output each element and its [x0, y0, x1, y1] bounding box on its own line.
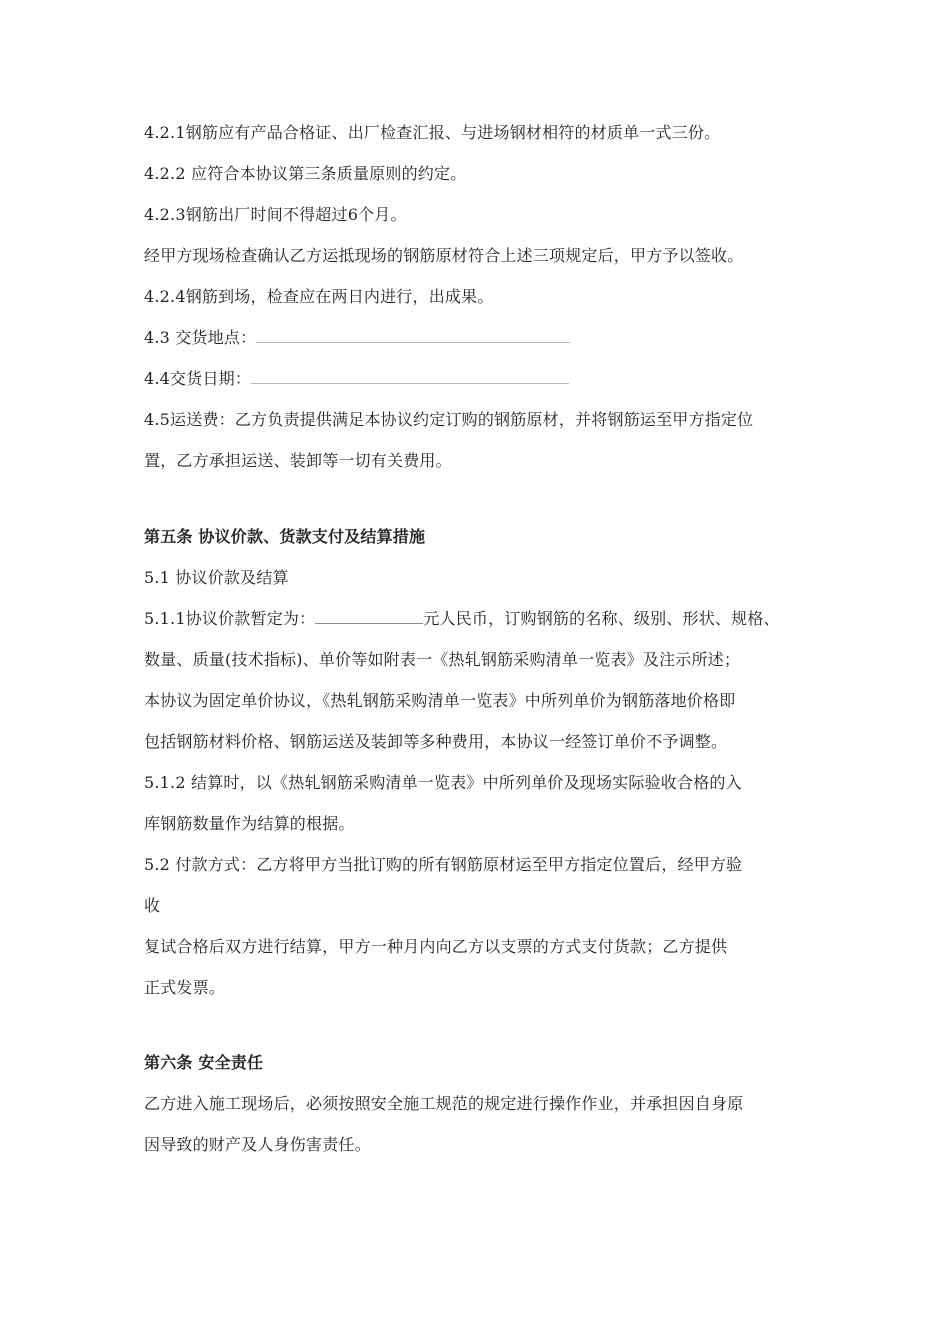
delivery-date-blank[interactable] [251, 369, 569, 384]
price-label: 5.1.1协议价款暂定为： [144, 609, 316, 628]
clause-5-1: 5.1 协议价款及结算 [144, 568, 289, 587]
clause-5-2-cont: 收 [144, 896, 161, 915]
clause-4-2-4: 4.2.4钢筋到场，检查应在两日内进行，出成果。 [144, 287, 494, 306]
safety-text-cont: 因导致的财产及人身伤害责任。 [144, 1135, 371, 1154]
delivery-location-blank[interactable] [256, 328, 570, 343]
clause-5-1-1 [144, 609, 780, 629]
payment-text: 复试合格后双方进行结算，甲方一种月内向乙方以支票的方式支付货款；乙方提供 [144, 937, 728, 956]
clause-5-1-2-cont: 库钢筋数量作为结算的根据。 [144, 814, 355, 833]
clause-5-1-1-cont: 数量、质量(技术指标)、单价等如附表一《热轧钢筋采购清单一览表》及注示所述； [144, 650, 741, 669]
clause-4-2-3: 4.2.3钢筋出厂时间不得超过6个月。 [144, 205, 407, 224]
price-blank[interactable] [315, 609, 423, 624]
acceptance-text: 经甲方现场检查确认乙方运抵现场的钢筋原材符合上述三项规定后，甲方予以签收。 [144, 246, 744, 265]
clause-4-5: 4.5运送费：乙方负责提供满足本协议约定订购的钢筋原材，并将钢筋运至甲方指定位 [144, 410, 754, 429]
clause-4-2-2: 4.2.2 应符合本协议第三条质量原则的约定。 [144, 164, 467, 183]
fixed-price-text-cont: 包括钢筋材料价格、钢筋运送及装卸等多种费用，本协议一经签订单价不予调整。 [144, 732, 728, 751]
clause-4-4 [144, 369, 569, 389]
fixed-price-text: 本协议为固定单价协议，《热轧钢筋采购清单一览表》中所列单价为钢筋落地价格即 [144, 691, 736, 710]
clause-5-2: 5.2 付款方式：乙方将甲方当批订购的所有钢筋原材运至甲方指定位置后，经甲方验 [144, 855, 743, 874]
clause-4-5-cont: 置，乙方承担运送、装卸等一切有关费用。 [144, 451, 452, 470]
clause-4-2-1: 4.2.1钢筋应有产品合格证、出厂检查汇报、与进场钢材相符的材质单一式三份。 [144, 123, 721, 142]
section-6-heading: 第六条 安全责任 [144, 1053, 264, 1072]
section-5-heading: 第五条 协议价款、货款支付及结算措施 [144, 527, 426, 546]
clause-5-1-2: 5.1.2 结算时，以《热轧钢筋采购清单一览表》中所列单价及现场实际验收合格的入 [144, 773, 742, 792]
delivery-location-label: 4.3 交货地点： [144, 328, 257, 347]
price-suffix: 元人民币，订购钢筋的名称、级别、形状、规格、 [423, 609, 780, 628]
delivery-date-label: 4.4交货日期： [144, 369, 252, 388]
clause-4-3 [144, 328, 570, 348]
safety-text: 乙方进入施工现场后，必须按照安全施工规范的规定进行操作作业，并承担因自身原 [144, 1094, 744, 1113]
payment-text-cont: 正式发票。 [144, 978, 226, 997]
